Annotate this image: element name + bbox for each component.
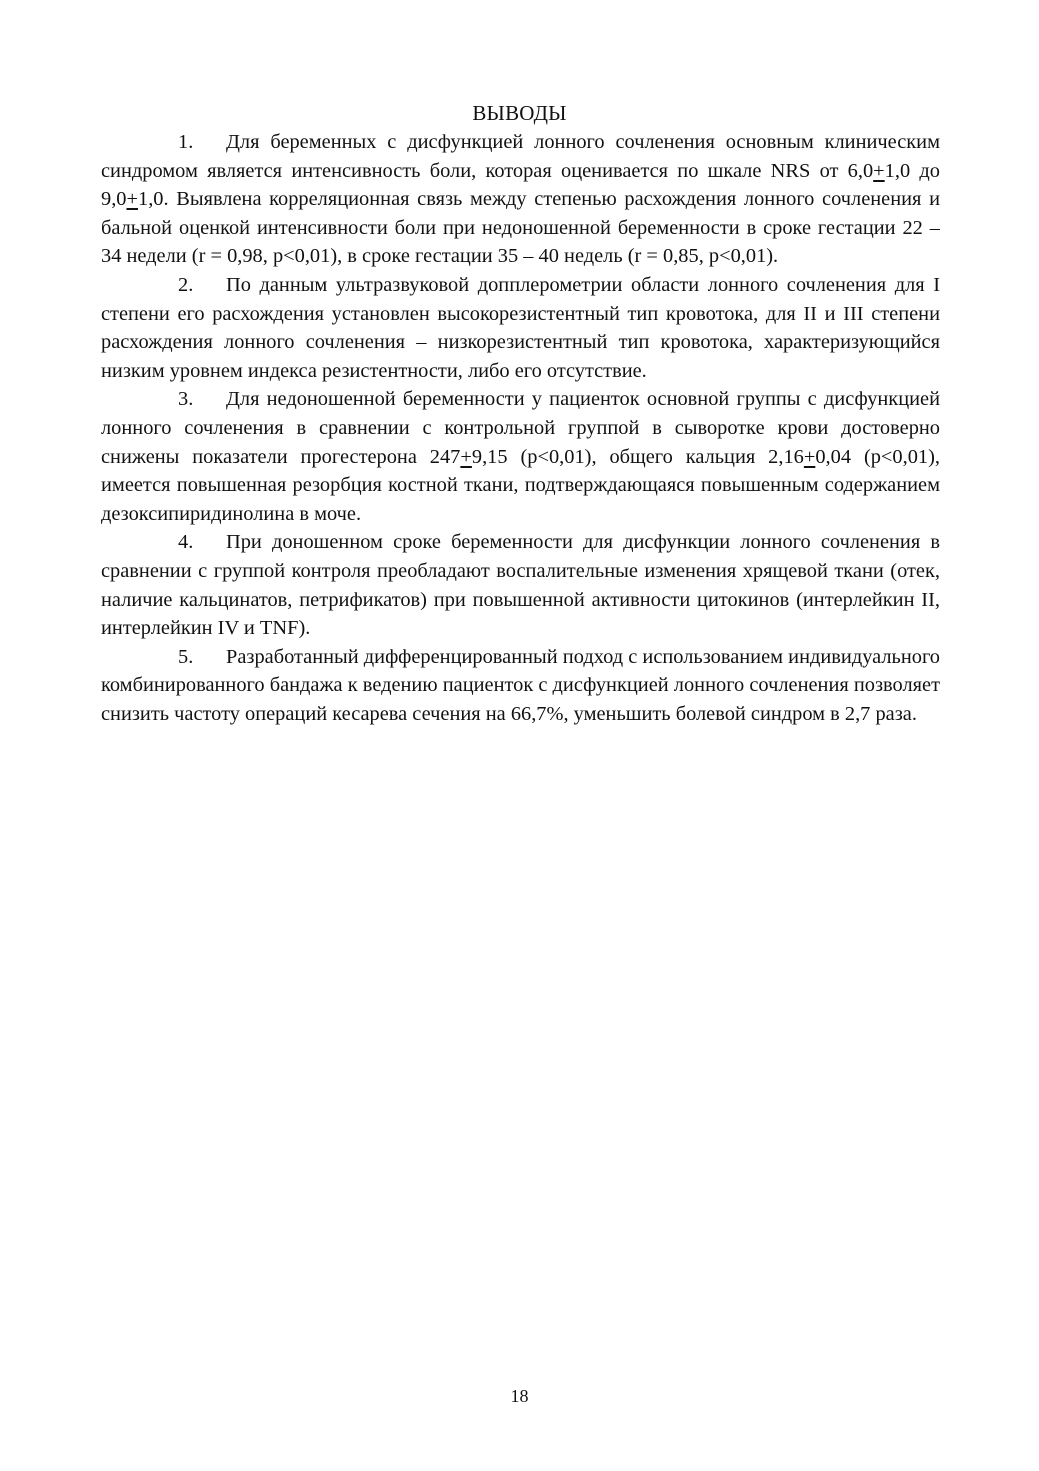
item-text: 1,0 до 9,0: [101, 159, 940, 211]
item-number: 5.: [178, 645, 194, 668]
item-text: 0,04 (р<0,01), имеется повышенная резорбция костной ткани, подтверждающаяся повышенным содержанием дезоксипиридинолина в моче.: [101, 445, 940, 525]
item-text: 9,15 (р<0,01), общего кальция 2,16: [471, 445, 804, 468]
conclusion-item: [101, 528, 940, 642]
plus-minus-sign: +: [803, 445, 816, 468]
plus-minus-sign: +: [873, 159, 885, 182]
item-text: При доношенном сроке беременности для дисфункции лонного сочленения в сравнении с группой контроля преобладают воспалительные изменения хрящевой ткани (отек, наличие кальцинатов, петрификатов) при повышенной активности цитокинов (интерлейкин II, интерлейкин IV и TNF).: [101, 531, 940, 640]
item-text: Для недоношенной беременности у пациенток основной группы с дисфункцией лонного сочленения в сравнении с контрольной группой в сыворотке крови достоверно снижены показатели прогестерона 247: [101, 388, 940, 468]
item-text: Для беременных с дисфункцией лонного сочленения основным клиническим синдромом является интенсивность боли, которая оценивается по шкале NRS от 6,0: [101, 131, 940, 182]
plus-minus-sign: +: [126, 188, 138, 211]
conclusion-item: [101, 643, 940, 729]
item-number: 1.: [178, 131, 194, 153]
item-number: 2.: [178, 273, 194, 296]
item-text: Разработанный дифференцированный подход с использованием индивидуального комбинированного бандажа к ведению пациенток с дисфункцией лонного сочленения позволяет снизить частоту операций кесарева сечения на 66,7%, уменьшить болевой синдром в 2,7 раза.: [101, 645, 940, 725]
item-number: 3.: [178, 388, 194, 411]
item-text: По данным ультразвуковой допплерометрии области лонного сочленения для I степени его расхождения установлен высокорезистентный тип кровотока, для II и III степени расхождения лонного сочленения – низкорезистентный тип кровотока, характеризующийся низким уровнем индекса резистентности, либо его отсутствие.: [101, 273, 940, 382]
conclusion-item: [101, 271, 940, 385]
page-number: 18: [510, 1386, 529, 1406]
item-text: 1,0. Выявлена корреляционная связь между степенью расхождения лонного сочленения и бальной оценкой интенсивности боли при недоношенной беременности в сроке гестации 22 – 34 недели (r = 0,98, р<0,01), в сроке гестации 35 – 40 недель (r = 0,85, р<0,01).: [101, 188, 940, 268]
page-title: ВЫВОДЫ: [472, 101, 567, 125]
conclusion-item: [101, 128, 940, 271]
conclusion-item: [101, 385, 940, 528]
plus-minus-sign: +: [460, 445, 472, 468]
item-number: 4.: [178, 531, 194, 554]
conclusions-list: [101, 128, 940, 728]
